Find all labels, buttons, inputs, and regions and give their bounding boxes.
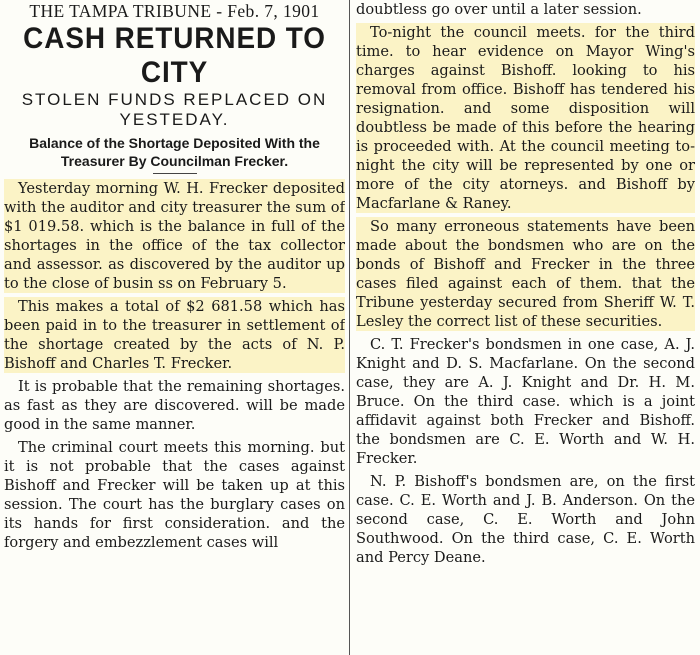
paragraph: This makes a total of $2 681.58 which has been paid in to the treasurer in settlement of the shortage created by the acts of N. P. Bishoff and Charles T. Frecker. [4, 298, 345, 372]
paragraph: C. T. Frecker's bondsmen in one case, A. J. Knight and D. S. Macfarlane. On the second case, they are A. J. Knight and Dr. H. M. Bruce. On the third case. which is a joint affidavit against both Frecker and Bishoff. the bondsmen are C. E. Worth and W. H. Frecker. [356, 336, 695, 467]
right-column [356, 0, 695, 655]
paragraph: N. P. Bishoff's bondsmen are, on the first case. C. E. Worth and J. B. Anderson. On the second case, C. E. Worth and John Southwood. On the third case, C. E. Worth and Percy Deane. [356, 473, 695, 566]
headline: CASH RETURNED TO CITY [23, 22, 326, 89]
paragraph: doubtless go over until a later session. [356, 1, 642, 18]
paragraph: The criminal court meets this morning. but it is not probable that the cases against Bishoff and Frecker will be taken up at this session. The court has the burglary cases on its hands for first consideration. and the forgery and embezzlement cases will [4, 439, 345, 551]
column-divider [349, 0, 350, 655]
paragraph: So many erroneous statements have been made about the bondsmen who are on the bonds of Bishoff and Frecker in the three cases filed against each of them. that the Tribune yesterday secured from Sheriff W. T. Lesley the correct list of these securities. [356, 218, 695, 330]
deck: Balance of the Shortage Deposited With the Treasurer By Councilman Frecker. [29, 135, 320, 169]
paragraph: It is probable that the remaining shortages. as fast as they are discovered. will be made good in the same manner. [4, 378, 345, 433]
masthead: THE TAMPA TRIBUNE - Feb. 7, 1901 [29, 1, 320, 21]
paragraph: Yesterday morning W. H. Frecker deposited with the auditor and city treasurer the sum of $1 019.58. which is the balance in full of the shortages in the office of the tax collector and assessor. as discovered by the auditor up to the close of busin ss on February 5. [4, 180, 345, 292]
divider [153, 173, 197, 174]
left-column [4, 0, 345, 655]
subheadline: STOLEN FUNDS REPLACED ON YESTEDAY. [21, 90, 328, 129]
paragraph: To-night the council meets. for the third time. to hear evidence on Mayor Wing's charges against Bishoff. looking to his removal from office. Bishoff has tendered his resignation. and some disposition will doubtless be made of this before the hearing is proceeded with. At the council meeting to-night the city will be represented by one or more of the city atorneys. and Bishoff by Macfarlane & Raney. [356, 24, 695, 212]
